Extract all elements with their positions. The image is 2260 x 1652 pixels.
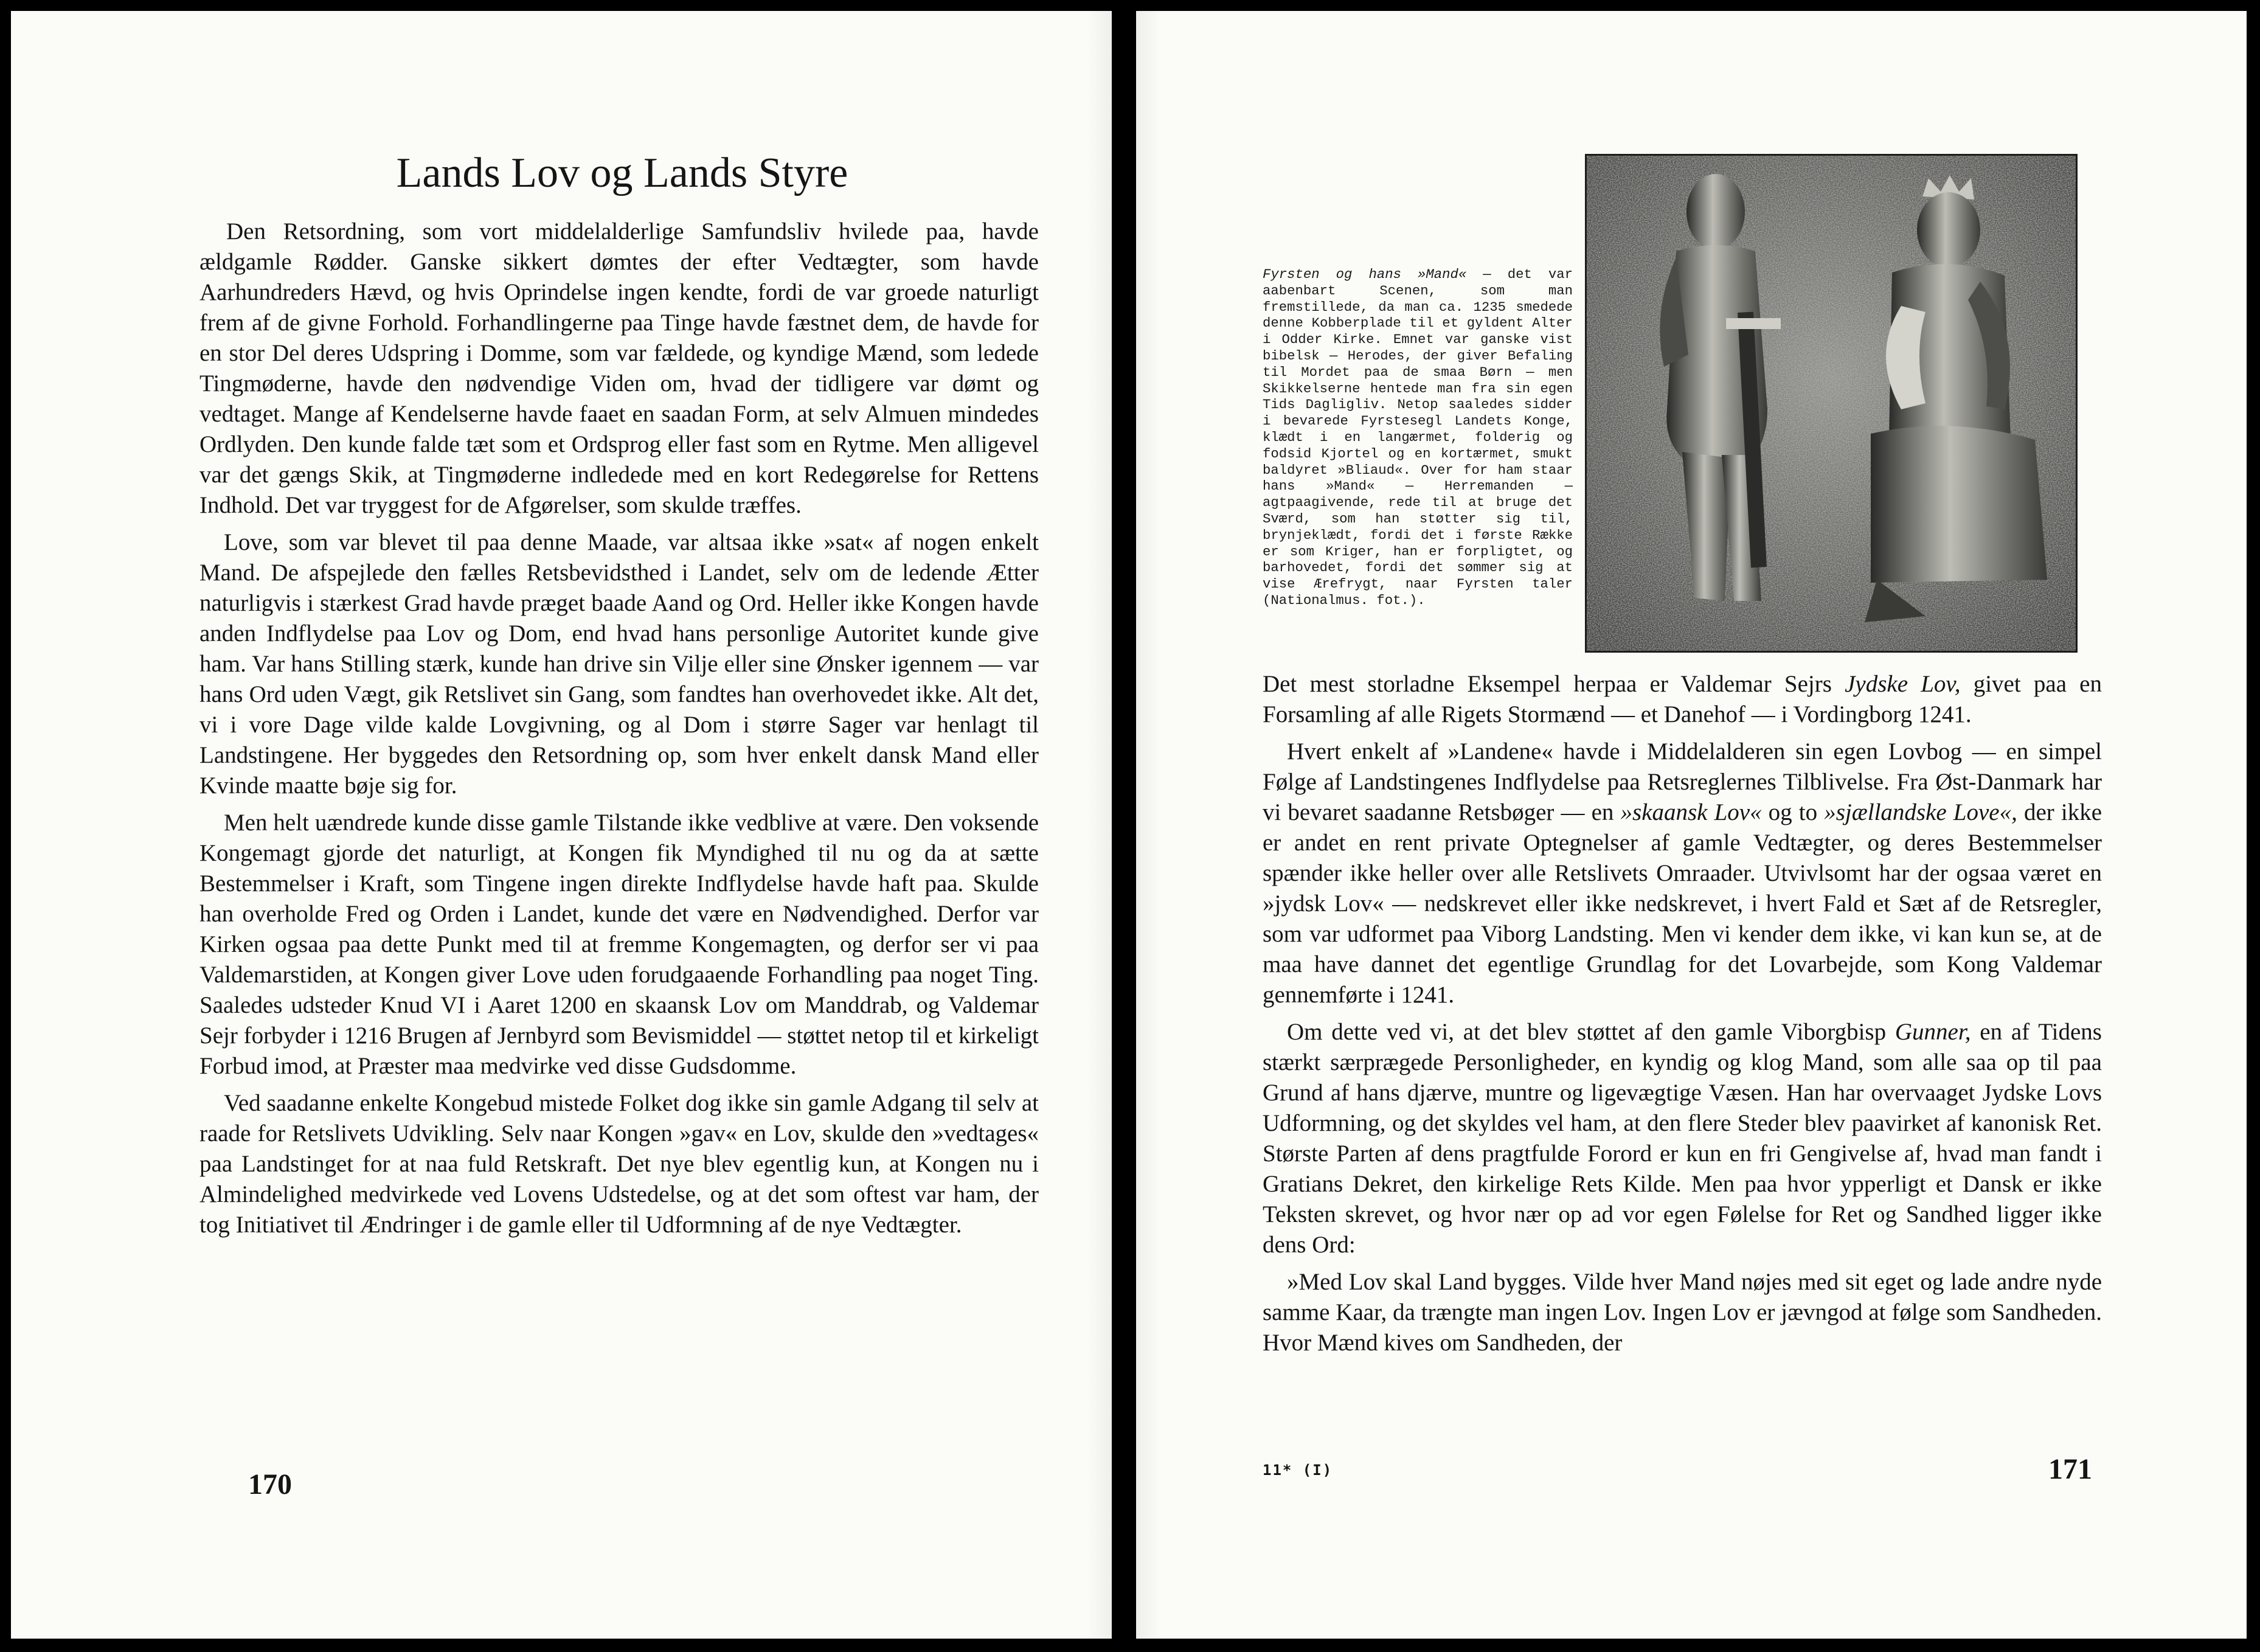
text-run: og to <box>1761 799 1825 825</box>
relief-photograph <box>1585 154 2078 653</box>
figure-caption <box>1263 266 1573 609</box>
italic-term: Jydske Lov, <box>1845 671 1961 697</box>
chapter-title: Lands Lov og Lands Styre <box>396 150 848 196</box>
printer-signature: 11* (I) <box>1263 1462 1333 1479</box>
text-run: Det mest storladne Eksempel herpaa er Valdemar Sejrs <box>1263 671 1845 697</box>
paragraph: Men helt uændrede kunde disse gamle Tilstande ikke vedblive at være. Den voksende Kongemagt gjorde det naturligt, at Kongen fik Myndighed til nu og da at sætte Bestemmelser i Kraft, som Tingene ingen direkte Indflydelse havde haft paa. Skulde han overholde Fred og Orden i Landet, kunde det være en Nødvendighed. Derfor var Kirken ogsaa paa dette Punkt med til at fremme Kongemagten, og derfor ser vi paa Valdemarstiden, at Kongen giver Love uden forudgaaende Forhandling paa noget Ting. Saaledes udsteder Knud VI i Aaret 1200 en skaansk Lov om Manddrab, og Valdemar Sejr forbyder i 1216 Brugen af Jernbyrd som Bevismiddel — støttet netop til et kirkeligt Forbud imod, at Præster maa medvirke ved disse Gudsdomme. <box>199 810 1039 1079</box>
paragraph: Love, som var blevet til paa denne Maade, var altsaa ikke »sat« af nogen enkelt Mand. De afspejlede den fælles Retsbevidsthed i Landet, selv om de ledende Ætter naturligvis i stærkest Grad havde præget baade Aand og Ord. Heller ikke Kongen havde anden Indflydelse paa Lov og Dom, end hvad hans personlige Autoritet kunde give ham. Var hans Stilling stærk, kunde han drive sin Vilje eller sine Ønsker igennem — var hans Ord uden Vægt, gik Retslivet sin Gang, som fandtes han overhovedet ikke. Alt det, vi i vore Dage vilde kalde Lovgivning, og al Dom i større Sager var henlagt til Landstingene. Her byggedes den Retsordning op, som hver enkelt dansk Mand eller Kvinde maatte bøje sig for. <box>199 529 1039 799</box>
caption-lead: Fyrsten og hans »Mand« <box>1263 266 1467 282</box>
caption-text: — det var aabenbart Scenen, som man fremstillede, da man ca. 1235 smedede denne Kobberplade til et gyldent Alter i Odder Kirke. Emnet var ganske vist bibelsk — Herodes, der giver Befaling til Mordet paa de smaa Børn — men Skikkelserne hentede man fra sin egen Tids Dagligliv. Netop saaledes sidder i bevarede Fyrstesegl Landets Konge, klædt i en langærmet, folderig og fodsid Kjortel og en kortærmet, smukt baldyret »Bliaud«. Over for ham staar hans »Mand« — Herremanden — agtpaagivende, rede til at bruge det Sværd, som han støtter sig til, brynjeklædt, fordi det i første Række er som Kriger, han er forpligtet, og barhovedet, fordi det sømmer sig at vise Ærefrygt, naar Fyrsten taler (Nationalmus. fot.). <box>1263 266 1573 608</box>
page-number: 171 <box>2048 1453 2092 1485</box>
gutter-shadow <box>1136 11 1160 1639</box>
italic-term: »skaansk Lov« <box>1620 799 1762 825</box>
text-run: der ikke er andet en rent private Optegnelser af gamle Vedtægter, og deres Bestemmelser spænder ikke heller over alle Retslivets Omraader. Utvivlsomt har der ogsaa været en »jydsk Lov« — nedskrevet eller ikke nedskrevet, i hvert Fald et Sæt af de Retsregler, som var udformet paa Viborg Landsting. Men vi kender dem ikke, vi kan kun se, at de maa have dannet det egentlige Grundlag for det Lovarbejde, som Kong Valdemar gennemførte i 1241. <box>1263 799 2102 1008</box>
text-run: givet paa en Forsamling af alle Rigets Stormænd — et Danehof — i Vordingborg 1241. <box>1263 671 2102 727</box>
paragraph: Den Retsordning, som vort middelalderlige Samfundsliv hvilede paa, havde ældgamle Rødder. Ganske sikkert dømtes der efter Vedtægter, som havde Aarhundreders Hævd, og hvis Oprindelse ingen kendte, fordi de var groede naturligt frem af de givne Forhold. Forhandlingerne paa Tinge havde fæstnet dem, de havde for en stor Del deres Udspring i Domme, som var fældede, og kyndige Mænd, som ledede Tingmøderne, havde den nødvendige Viden om, hvad der tidligere var dømt og vedtaget. Mange af Kendelserne havde faaet en saadan Form, at selv Almuen mindedes Ordlyden. Den kunde falde tæt som et Ordsprog eller fast som en Rytme. Men alligevel var det gængs Skik, at Tingmøderne indledede med en kort Redegørelse for Rettens Indhold. Det var tryggest for de Afgørelser, som skulde træffes. <box>199 218 1039 518</box>
paragraph: Ved saadanne enkelte Kongebud mistede Folket dog ikke sin gamle Adgang til selv at raade for Retslivets Udvikling. Selv naar Kongen »gav« en Lov, skulde den »vedtages« paa Landstinget for at naa fuld Retskraft. Det nye blev egentlig kun, at Kongen nu i Almindelighed medvirkede ved Lovens Udstedelse, og at det som oftest var ham, der tog Initiativet til Ændringer i de gamle eller til Udformning af de nye Vedtægter. <box>199 1090 1039 1238</box>
text-run: Om dette ved vi, at det blev støttet af den gamle Viborgbisp <box>1287 1019 1895 1045</box>
italic-term: Gunner, <box>1894 1019 1971 1045</box>
page-number: 170 <box>248 1468 292 1501</box>
italic-term: »sjællandske Love«, <box>1824 799 2017 825</box>
text-run: en af Tidens stærkt særprægede Personligheder, en kyndig og klog Mand, som alle saa op til paa Grund af hans djærve, muntre og ligevægtige Væsen. Han har overvaaget Jydske Lovs Udformning, og det skyldes vel ham, at den flere Steder blev paavirket af kanonisk Ret. Største Parten af dens pragtfulde Forord er kun en fri Gengivelse af, hvad man fandt i Gratians Dekret, den kirkelige Rets Kilde. Men paa hvor ypperligt et Dansk er ikke Teksten skrevet, og hvor nær op ad vor egen Følelse for Ret og Sandhed ligger ikke dens Ord: <box>1263 1019 2102 1258</box>
paragraph <box>1263 669 2102 730</box>
paragraph: »Med Lov skal Land bygges. Vilde hver Mand nøjes med sit eget og lade andre nyde samme Kaar, da trængte man ingen Lov. Ingen Lov er jævngod at følge som Sandheden. Hvor Mænd kives om Sandheden, der <box>1263 1269 2102 1356</box>
text-run: Hvert enkelt af »Landene« havde i Middelalderen sin egen Lovbog — en simpel Følge af Landstingenes Indflydelse paa Retsreglernes Tilblivelse. Fra Øst-Danmark har vi bevaret saadanne Retsbøger — en <box>1263 738 2102 825</box>
gutter-shadow <box>1087 11 1112 1639</box>
paragraph <box>1263 1017 2102 1260</box>
left-page <box>11 11 1112 1639</box>
left-body-text <box>199 217 1039 1247</box>
right-body-text <box>1263 669 2102 1365</box>
right-page <box>1136 11 2247 1639</box>
paragraph <box>1263 737 2102 1010</box>
